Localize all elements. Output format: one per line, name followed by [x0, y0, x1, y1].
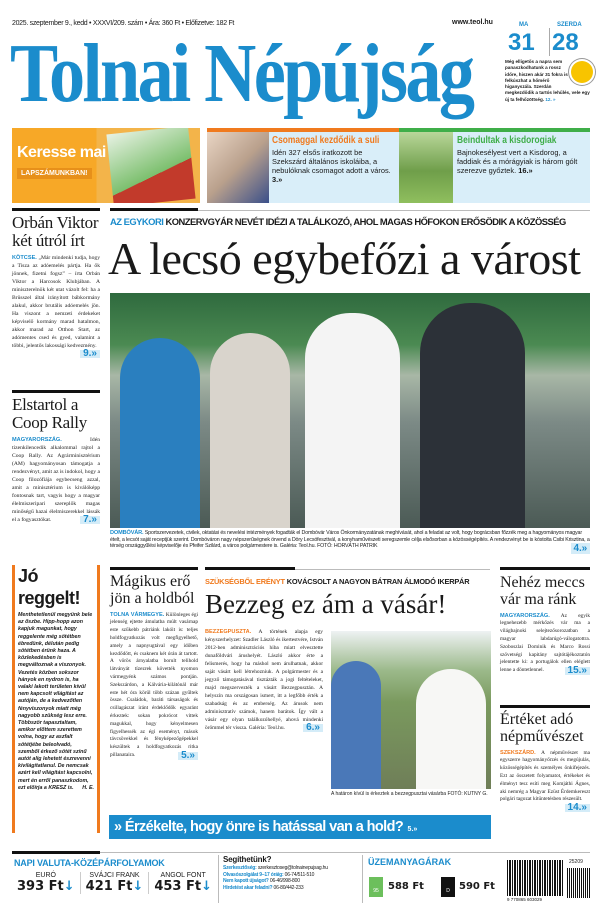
- article-title: Orbán Viktor két útról írt: [12, 213, 99, 250]
- article-text: Az egyik legnehezebb mérkőzés vár ma a világbajnoki selejtezősorozatban a magyar labdarúgó-válogatottra. Szoboszlai Dominik és Marco Rossi szövetségi kapitány sajtótájékoztatón jelentette ki: a portugálok ellen eléglett lenne a döntetlennel.: [500, 612, 590, 674]
- page-ref[interactable]: 7.»: [80, 516, 100, 524]
- page-ref: 3.»: [272, 175, 283, 184]
- fuel-box: [362, 855, 504, 903]
- page-ref: 5.»: [407, 826, 418, 833]
- market-photo[interactable]: [331, 631, 491, 789]
- caption-text: A határon kívül is érkeztek a bezzegpusztai vásárba: [331, 791, 447, 797]
- divider: [110, 208, 198, 211]
- divider: [549, 28, 550, 56]
- photo-credit: FOTÓ: KUTNY G.: [447, 791, 488, 797]
- divider: [500, 567, 590, 570]
- down-arrow-icon: ↓: [201, 879, 213, 894]
- page-ref[interactable]: 9.»: [80, 350, 100, 358]
- market-caption: [331, 791, 491, 798]
- help-box: [218, 855, 358, 903]
- article-text: „Már mindenki tudja, hogy a Tisza az adóemelés pártja. Ha ők jönnek, fizetni fogsz” – írta Orbán Viktor a Harcosok Klubjában. A miniszterelnök két utat vázolt fel: ha a Brüsszel által irányított bábkormány alakul, akkor brutális adóemelés jön. Ha viszont a nemzeti érdekeket képviselő kormány marad hatalmon, akkor marad az Otthon Start, az adómentes csed és gyed, valamint a többi, jelentős lakossági kedvezmény.: [12, 254, 100, 349]
- petrol-pump-icon: 95: [369, 877, 383, 897]
- weather-wed-temp: 28: [552, 29, 579, 56]
- column-text: Menthetetlenül megyünk bele az őszbe. Hipp-hopp azon kapjuk magunkat, hogy reggelente még sötétben ébredünk, délután pedig sötétben érünk haza. A közlekedésben is megváltoznak a viszonyok. Vezetés közben sokszor hányok en nydron is, ha valaki lakott területen kívül nem kapcsolt világítást az autóján, de a kedvezőtlen fényviszonyok miatt még nagyobb szükség lesz erre. Többször tapasztaltam, amikor előttem szerettem volna, hogy az aszfalt sötétjébe beleolvadó, szemből érkező sötét színű autót alig lehetett észrevenni kivilágítatlanul. De nemcsak azért kell világítást kapcsolni, mert én erről panaszkodom, ezt előírja a KRESZ is.: [18, 612, 93, 791]
- dateline-place: BEZZEGPUSZTA.: [205, 629, 252, 635]
- help-line: [223, 885, 358, 892]
- article-coop[interactable]: [12, 396, 100, 524]
- dateline-place: KÖTCSE.: [12, 254, 37, 261]
- article-title: Elstartol a Coop Rally: [12, 395, 87, 432]
- person: [210, 333, 290, 528]
- divider: [12, 208, 100, 211]
- help-value[interactable]: szerkesztoseg@tolnainepujsag.hu: [257, 865, 328, 871]
- dateline-place: MAGYARORSZÁG.: [500, 612, 550, 619]
- weather-today-temp: 31: [508, 29, 535, 56]
- weather-text: [505, 59, 595, 103]
- help-label: Szerkesztőség:: [223, 865, 257, 871]
- ad-title: Keresse mai: [17, 144, 106, 161]
- help-label: Hirdetést akar feladni?: [223, 884, 273, 891]
- story-football[interactable]: [399, 128, 590, 203]
- article-folk[interactable]: [500, 712, 590, 812]
- column-title: Jó reggelt!: [18, 566, 81, 608]
- dateline: 2025. szeptember 9., kedd • XXXVI/209. szám • Ára: 360 Ft • Előfizetve: 182 Ft: [12, 20, 235, 27]
- ad-banner[interactable]: [12, 128, 200, 203]
- weather-today-label: MA: [519, 22, 529, 28]
- article-body: [12, 436, 100, 524]
- article-moon[interactable]: [110, 574, 198, 760]
- column-morning: [12, 565, 100, 833]
- photo-credit: FOTÓ: HORVÁTH PATRIK: [317, 543, 378, 550]
- divider: [100, 852, 590, 853]
- divider: [205, 567, 295, 570]
- person: [305, 313, 400, 528]
- kicker-accent: AZ EGYKORI: [110, 216, 164, 227]
- kicker-text: KOVÁCSOLT A NAGYON BÁTRAN ÁLMODÓ IKERPÁR: [286, 577, 470, 586]
- article-title: Nehéz meccs vár ma ránk: [500, 574, 585, 608]
- currency-value: 453 Ft: [154, 879, 202, 894]
- person: [331, 661, 381, 789]
- page-ref[interactable]: 4.»: [571, 543, 590, 554]
- article-body: [12, 254, 100, 359]
- barcode: [507, 858, 592, 903]
- barcode-addon: [567, 868, 591, 898]
- divider: [295, 569, 490, 570]
- divider: [12, 851, 100, 854]
- article-match[interactable]: [500, 575, 590, 675]
- weather-wed-label: SZERDA: [557, 22, 582, 28]
- masthead-title: Tolnai Népújság: [10, 27, 473, 120]
- market-kicker: [205, 577, 469, 586]
- promo-text: » Érzékelte, hogy önre is hatással van a hold?: [114, 819, 404, 835]
- weather-page[interactable]: 12. »: [545, 96, 556, 102]
- story-school[interactable]: [207, 128, 399, 203]
- article-body: [110, 612, 198, 760]
- currency-name: ANGOL FONT: [160, 872, 206, 879]
- article-body: [500, 613, 590, 675]
- currency-title: NAPI VALUTA-KÖZÉPÁRFOLYAMOK: [14, 858, 165, 868]
- story-school-title: Csomaggal kezdődik a suli: [272, 135, 380, 146]
- petrol-price: 588 Ft: [388, 881, 424, 892]
- currency-value: 393 Ft: [17, 879, 64, 894]
- page-ref: 16.»: [518, 166, 533, 175]
- website: www.teol.hu: [452, 19, 493, 26]
- help-title: Segíthetünk?: [223, 855, 272, 864]
- currency-name: SVÁJCI FRANK: [89, 872, 140, 879]
- school-photo: [207, 132, 269, 203]
- help-label: Olvasószolgálat 9–17 óráig:: [223, 871, 284, 878]
- weather-box: [505, 22, 595, 124]
- currency-eur: [12, 872, 81, 894]
- story-text: Idén 327 elsős iratkozott be Szekszárd általános iskoláiba, a nebulóknak csomagot adott a város.: [272, 148, 391, 175]
- diesel-pump-icon: D: [441, 877, 455, 897]
- page-ref[interactable]: 5.»: [178, 752, 198, 760]
- story-football-title: Beindultak a kisdorogiak: [457, 135, 557, 146]
- article-body: [500, 749, 590, 814]
- magazine-image: [106, 128, 195, 203]
- dateline-place: TOLNA VÁRMEGYE.: [110, 611, 165, 618]
- article-orban[interactable]: [12, 214, 100, 358]
- story-school-text: [272, 148, 396, 184]
- article-title: Mágikus erő jön a holdból: [110, 573, 195, 607]
- divider: [12, 390, 100, 393]
- down-arrow-icon: ↓: [63, 879, 75, 894]
- sun-icon: [571, 61, 593, 83]
- promo-bar[interactable]: [109, 815, 491, 839]
- dateline-place: MAGYARORSZÁG.: [12, 436, 62, 443]
- article-text: A történek alapja egy kényszerhelyzet: Szadler László és ikertestvére, István 2012-ben adminisztrációs hiba miatt elvesztette dunaföldvári árushelyét. László akkor érte a felismerés, hogy ha máshol nem árulhatnak, akkor saját vásárt kell létrehozniuk. A polgármester és a jegyző támogatásával tisztázták a jogi feltételeket, majd megszervezték a vásárt Bezzegpusztán. A helyszín ma országosan ismert, itt a legfőbb érték a szabadság és az emberség. Az árusok nem adminisztratív számok, hanem barátok. Így vált a vásár egy olyan találkozóhellyé, ahová mindenki örömmel tér vissza. Galéria: Teol.hu.: [205, 629, 323, 731]
- lead-kicker: [110, 216, 590, 227]
- currency-gbp: [149, 872, 217, 894]
- page-ref[interactable]: 6.»: [303, 724, 323, 732]
- help-value: 06-74/511-510: [284, 871, 315, 878]
- person: [420, 303, 525, 528]
- article-text: Különleges égi jelenség ejtette ámulatba múlt vasárnap este szűkebb pátriánk lakóit is: teljes holdfogyatkozás volt megfigyelhető, amely a napnyugtával egy időben kezdődött, és csaknem két órán át tartott. A vörös árnyalatba borult telihold látványát tízezrek követték nyomon vármegyénk számos pontján. Szekszárdon, a Kálvária-kilátónál már este hét óra körül több százan gyűltek össze. Családok, baráti társaságok és csillagászat iránt érdeklődők egyaránt érkeztek: sokan pokrócot vittek magukkal, hogy kényelmesen figyelhessék az égi eseményt, mások távcsövekkel és fényképezőgépekkel készültek a holdfogyatkozás ritka pillanataira.: [110, 611, 199, 758]
- divider: [110, 567, 198, 570]
- dateline-place: DOMBÓVÁR.: [110, 530, 144, 536]
- story-football-text: [457, 148, 587, 175]
- currency-name: EURÓ: [35, 872, 56, 879]
- market-title[interactable]: Bezzeg ez ám a vásár!: [205, 589, 447, 619]
- currency-value: 421 Ft: [85, 879, 133, 894]
- diesel-price: 590 Ft: [459, 881, 495, 892]
- ad-subtitle: LAPSZÁMUNKBAN!: [17, 168, 92, 179]
- kicker-accent: SZÜKSÉGBŐL ERÉNYT: [205, 577, 285, 586]
- caption-text: Sportszervezetek, civilek, oktatási és nevelési intézmények fogadták el Dombóvár Város Önkormányzatának meghívását, ahol a feladat az volt, hogy bográcsban főzzék meg a hagyományos magyar ételt, a lecsót saját receptjük szerint. Dombóváron nagy népszerűségnek örvend a Döry Lecsófesztivál, a konyhaművészeti seregszemle célja elsősorban a közösségépítés. A rendezvényt be is kóstolta Csibi Krisztina, a térség országgyűlési képviselője és Pfeifer Szilárd, a város polgármestere is. Galéria: Teol.hu.: [110, 530, 590, 550]
- page-ref[interactable]: 14.»: [565, 804, 590, 812]
- weather-text-body: Még elligetős a napra sem panaszkodhatunk a rossz időre, hiszen akár 31 fokra is felkúszhat a hőmérő higanyszála. Szerdán megkezdődik a tartós lehűlés, vele egy új ta felhőzöttség.: [505, 59, 590, 102]
- barcode-number: 9 770865 603029: [507, 897, 543, 902]
- down-arrow-icon: ↓: [132, 879, 144, 894]
- fuel-title: ÜZEMANYAGÁRAK: [368, 857, 452, 867]
- dateline-place: SZEKSZÁRD.: [500, 749, 536, 756]
- help-value: 06-46/998-800: [269, 878, 300, 884]
- lead-caption: [110, 530, 590, 554]
- person: [416, 669, 486, 789]
- lead-title[interactable]: A lecsó egybefőzi a várost: [108, 233, 581, 284]
- help-label: Nem kapott újságot?: [223, 878, 269, 884]
- page-ref[interactable]: 15.»: [565, 667, 590, 675]
- story-text: Bajnokesélyest vert a Kisdorog, a faddiak és a mórágyiak is három gólt szerezve győztek.: [457, 148, 578, 175]
- barcode-bars: [507, 860, 563, 896]
- help-value: 06-80/442-233: [273, 884, 304, 891]
- kicker-text: KONZERVGYÁR NEVÉT IDÉZI A TALÁLKOZÓ, AHOL MAGAS HŐFOKON ERŐSÖDIK A KÖZÖSSÉG: [165, 216, 566, 227]
- issue-code: 25209: [569, 859, 583, 865]
- author-initials: H. E.: [82, 784, 94, 791]
- person: [120, 338, 200, 528]
- divider: [198, 210, 590, 211]
- currency-list: [12, 872, 217, 894]
- market-body: [205, 628, 323, 732]
- football-photo: [399, 132, 453, 203]
- currency-chf: [81, 872, 150, 894]
- article-title: Értéket adó népművészet: [500, 711, 584, 745]
- lead-photo[interactable]: [110, 293, 590, 528]
- article-text: A népművészet ma egyszerre hagyományőrzés és megújulás, közösségépítés és személyes önkifejezés. Ezt az összetett folyamatot, értékeket és élményt tesz esíti meg Komjáthi Ágnes, aki nemrég a Magyar Ezüst Érdemkereszt polgári tagozat kitüntetésben részesült.: [500, 749, 590, 803]
- divider: [500, 705, 590, 708]
- article-text: Idén tizenkilencedik alkalommal rajtol a Coop Rally. Az Agrárminisztérium (AM) hagyományosan támogatja a rendezvényt, amit az is indokol, hogy a Coop filozófiája egybecseng azzal, amit a minisztérium is kiválóképp fontosnak tart, vagyis hogy a magyar élelmiszeripari szereplők magas minőségű hazai élelmiszerekkel lássák el a fogyasztókat.: [12, 436, 100, 523]
